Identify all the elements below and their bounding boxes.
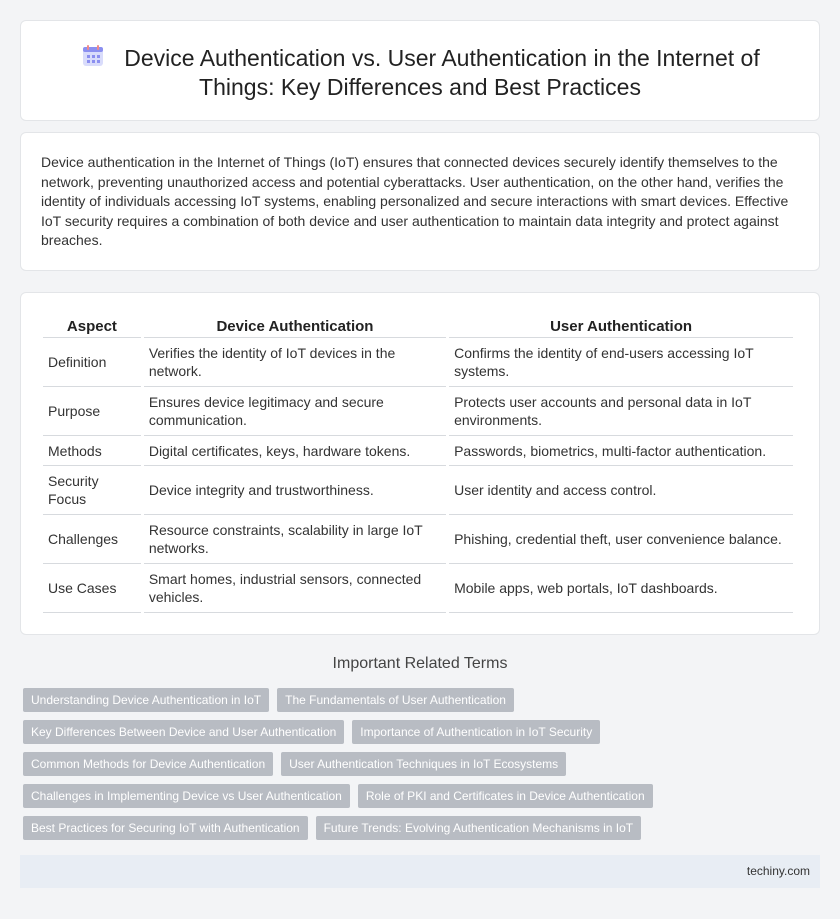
row-user: Phishing, credential theft, user convenience balance. xyxy=(449,515,793,564)
related-term-tag[interactable]: Challenges in Implementing Device vs User Authentication xyxy=(23,784,350,808)
title-wrap xyxy=(61,43,779,102)
tag-row xyxy=(23,752,823,776)
row-device: Verifies the identity of IoT devices in the network. xyxy=(144,338,446,387)
footer-site-link[interactable]: techiny.com xyxy=(746,864,810,878)
row-aspect: Purpose xyxy=(43,387,141,436)
related-terms-heading: Important Related Terms xyxy=(332,655,508,672)
row-device: Device integrity and trustworthiness. xyxy=(144,466,446,515)
tag-row xyxy=(23,720,823,744)
table-header-row xyxy=(43,312,793,338)
related-term-tag[interactable]: Understanding Device Authentication in IoT xyxy=(23,688,269,712)
row-user: Mobile apps, web portals, IoT dashboards. xyxy=(449,564,793,613)
row-aspect: Challenges xyxy=(43,515,141,564)
related-term-tag[interactable]: Importance of Authentication in IoT Security xyxy=(352,720,600,744)
row-device: Smart homes, industrial sensors, connected vehicles. xyxy=(144,564,446,613)
document-grid-icon xyxy=(80,43,106,69)
header-aspect: Aspect xyxy=(43,312,141,338)
header-user-authentication: User Authentication xyxy=(449,312,793,338)
row-user: Passwords, biometrics, multi-factor authentication. xyxy=(449,436,793,466)
related-term-tag[interactable]: Key Differences Between Device and User Authentication xyxy=(23,720,344,744)
related-term-tag[interactable]: Future Trends: Evolving Authentication Mechanisms in IoT xyxy=(316,816,642,840)
row-aspect: Definition xyxy=(43,338,141,387)
table-row xyxy=(43,564,793,613)
header-device-authentication: Device Authentication xyxy=(144,312,446,338)
intro-card xyxy=(20,132,820,271)
tag-row xyxy=(23,816,823,840)
row-aspect: Methods xyxy=(43,436,141,466)
related-term-tag[interactable]: User Authentication Techniques in IoT Ecosystems xyxy=(281,752,566,776)
related-term-tag[interactable]: Role of PKI and Certificates in Device Authentication xyxy=(358,784,653,808)
row-user: User identity and access control. xyxy=(449,466,793,515)
table-row xyxy=(43,515,793,564)
row-user: Confirms the identity of end-users accessing IoT systems. xyxy=(449,338,793,387)
table-row xyxy=(43,338,793,387)
table-row xyxy=(43,436,793,466)
intro-paragraph: Device authentication in the Internet of Things (IoT) ensures that connected devices securely identify themselves to the network, preventing unauthorized access and potential cyberattacks. User authentication, on the other hand, verifies the identity of individuals accessing IoT systems, enabling personalized and secure interactions with smart devices. Effective IoT security requires a combination of both device and user authentication to maintain data integrity and protect against breaches. xyxy=(41,154,789,249)
related-terms-tags xyxy=(23,688,823,848)
footer xyxy=(20,855,820,888)
table-row xyxy=(43,466,793,515)
related-term-tag[interactable]: The Fundamentals of User Authentication xyxy=(277,688,514,712)
title-card xyxy=(20,20,820,121)
tag-row xyxy=(23,784,823,808)
row-aspect: Security Focus xyxy=(43,466,141,515)
related-term-tag[interactable]: Common Methods for Device Authentication xyxy=(23,752,273,776)
comparison-table xyxy=(40,312,796,613)
tag-row xyxy=(23,688,823,712)
row-device: Ensures device legitimacy and secure communication. xyxy=(144,387,446,436)
comparison-table-card xyxy=(20,292,820,635)
table-row xyxy=(43,387,793,436)
page-title: Device Authentication vs. User Authentication in the Internet of Things: Key Differences and Best Practices xyxy=(124,45,760,100)
related-term-tag[interactable]: Best Practices for Securing IoT with Authentication xyxy=(23,816,308,840)
row-user: Protects user accounts and personal data in IoT environments. xyxy=(449,387,793,436)
row-device: Digital certificates, keys, hardware tokens. xyxy=(144,436,446,466)
row-aspect: Use Cases xyxy=(43,564,141,613)
row-device: Resource constraints, scalability in large IoT networks. xyxy=(144,515,446,564)
